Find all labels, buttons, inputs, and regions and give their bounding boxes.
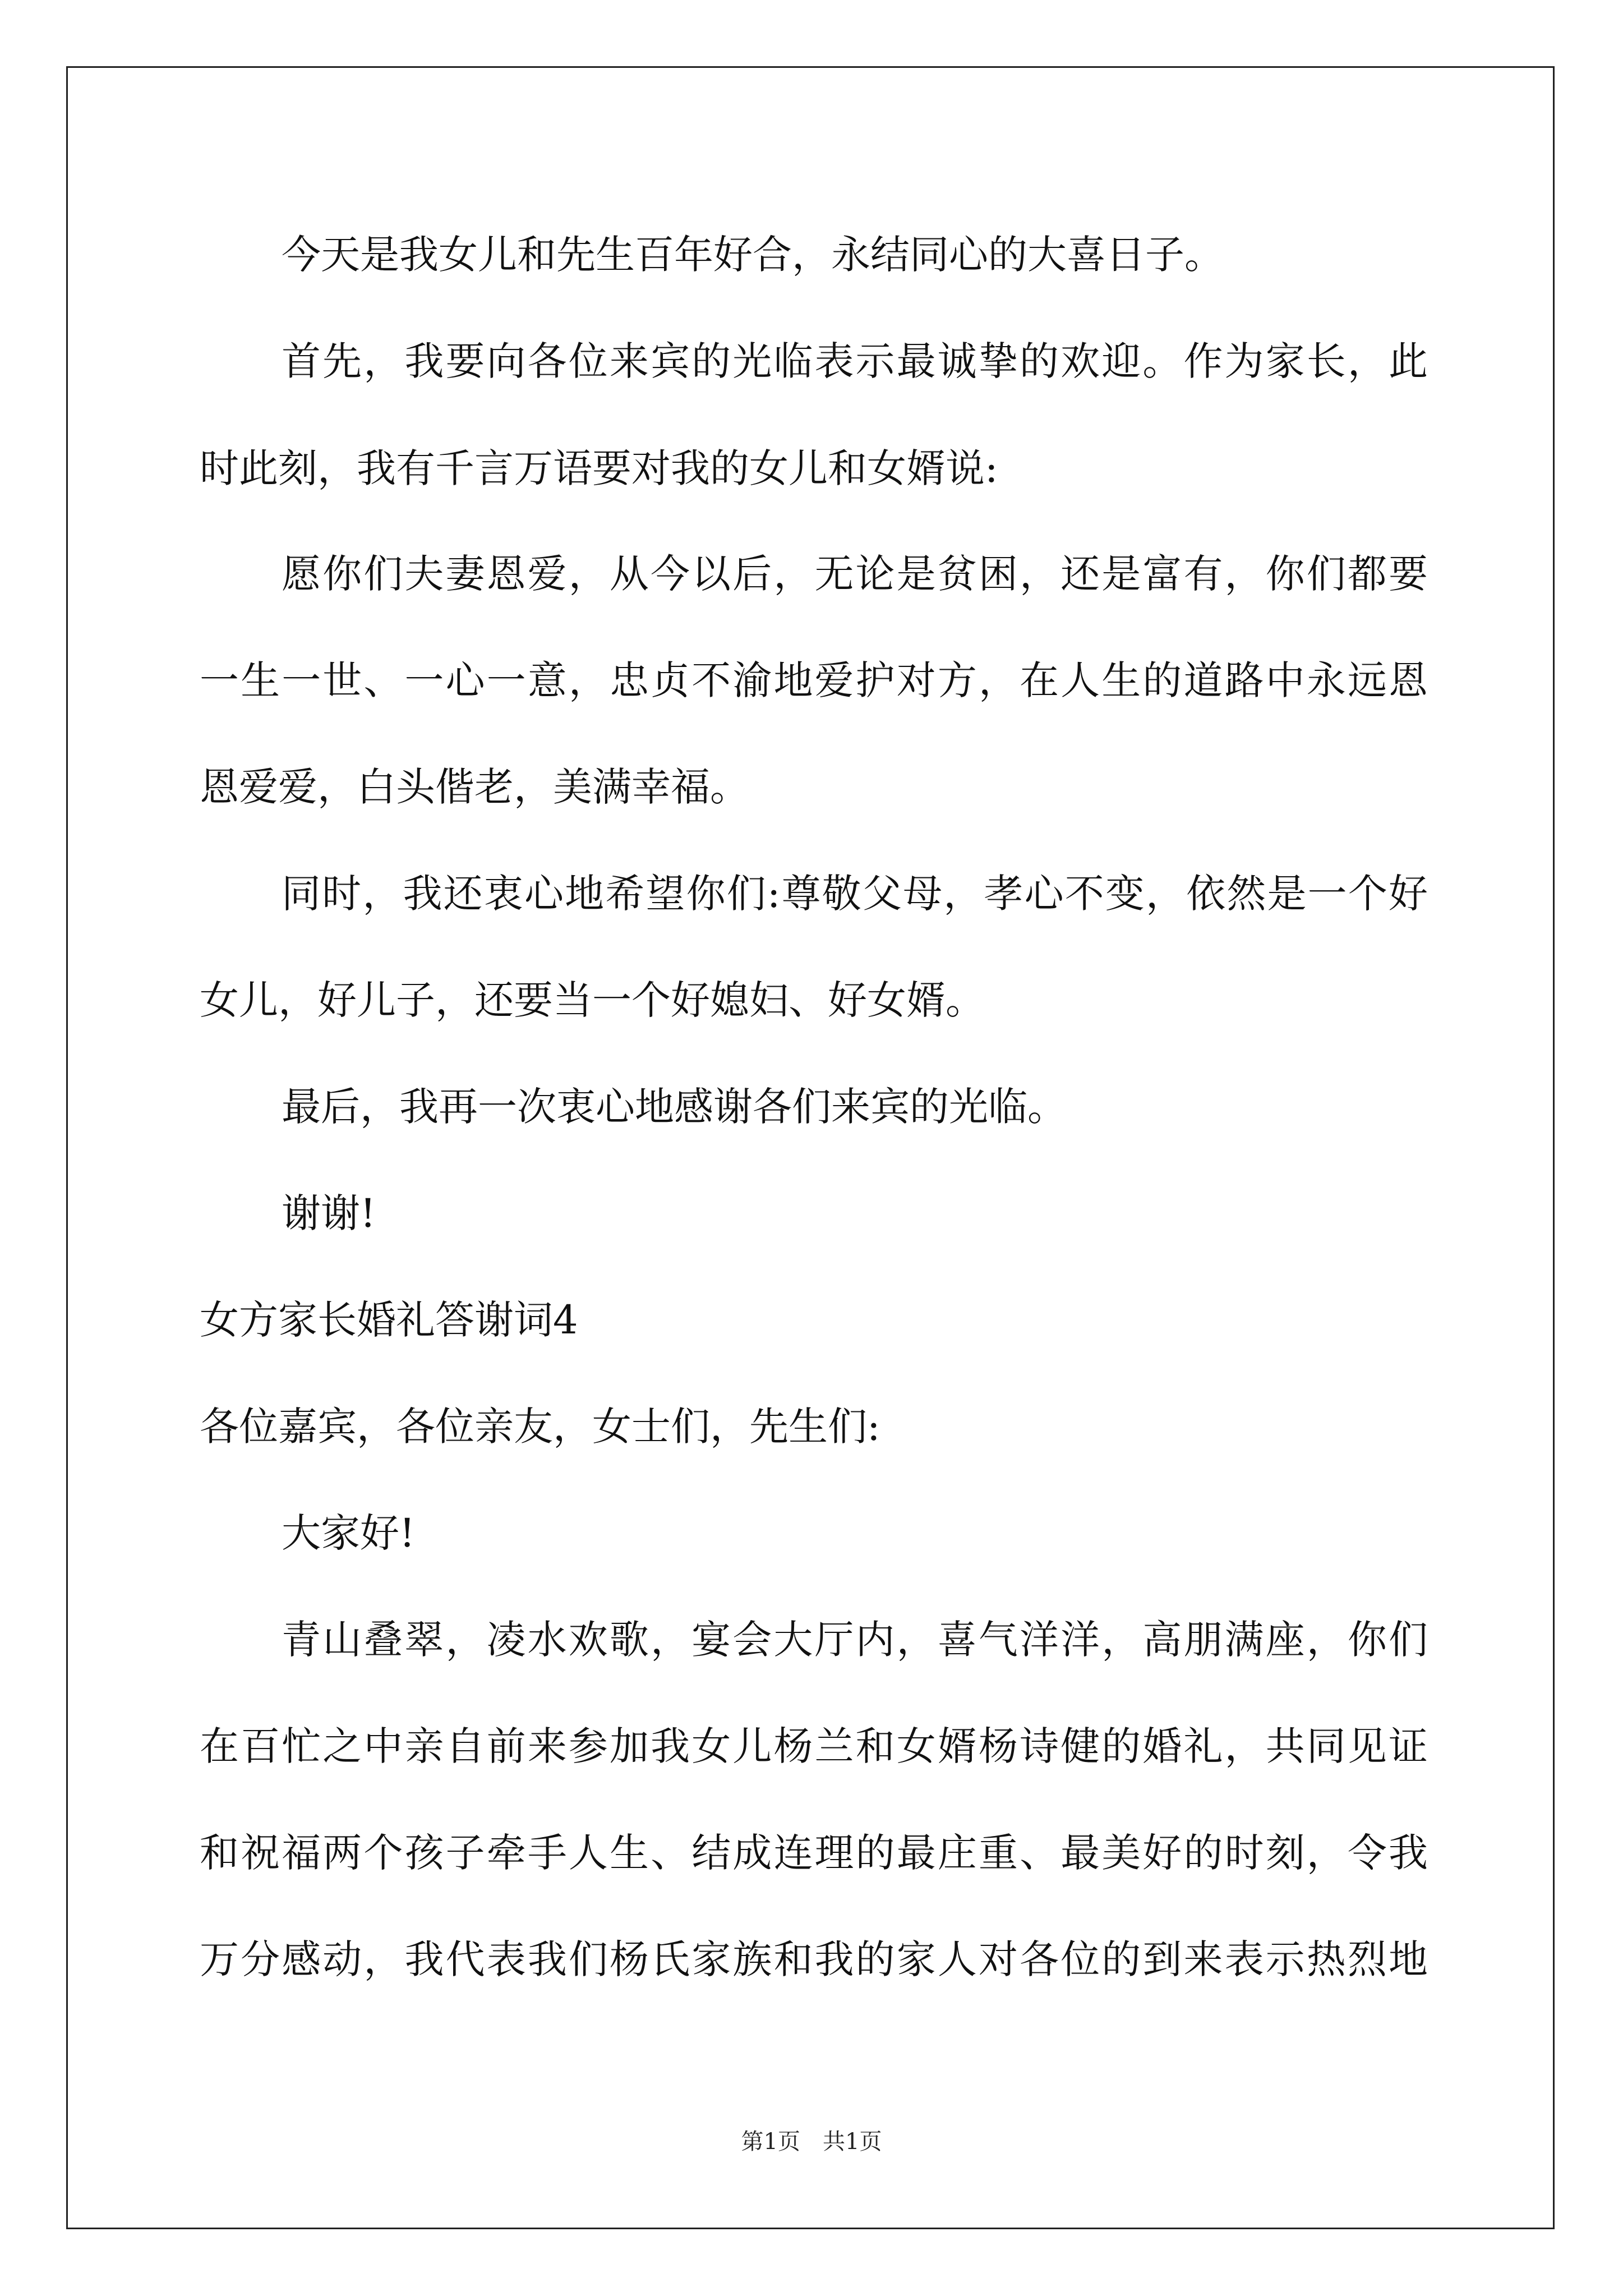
section-heading: 女方家长婚礼答谢词4 <box>200 1297 578 1343</box>
paragraph-line-3: 时此刻，我有千言万语要对我的女儿和女婿说: <box>200 445 998 491</box>
page-number-footer: 第1页 共1页 <box>741 2129 882 2155</box>
paragraph-line-5: 一生一世、一心一意，忠贞不渝地爱护对方，在人生的道路中永远恩 <box>200 657 1428 703</box>
paragraph-line-1: 今天是我女儿和先生百年好合，永结同心的大喜日子。 <box>282 232 1224 278</box>
salutation: 各位嘉宾，各位亲友，女士们，先生们: <box>200 1404 880 1450</box>
paragraph-line-2: 首先，我要向各位来宾的光临表示最诚挚的欢迎。作为家长，此 <box>282 338 1428 384</box>
paragraph-line-4: 愿你们夫妻恩爱，从今以后，无论是贫困，还是富有，你们都要 <box>282 551 1428 597</box>
paragraph-line-15: 在百忙之中亲自前来参加我女儿杨兰和女婿杨诗健的婚礼，共同见证 <box>200 1723 1428 1769</box>
greeting: 大家好! <box>282 1510 416 1556</box>
closing-thanks: 谢谢! <box>282 1190 376 1236</box>
paragraph-line-16: 和祝福两个孩子牵手人生、结成连理的最庄重、最美好的时刻，令我 <box>200 1830 1428 1876</box>
page-border <box>66 66 1555 2229</box>
paragraph-line-6: 恩爱爱，白头偕老，美满幸福。 <box>200 764 749 810</box>
paragraph-line-9: 最后，我再一次衷心地感谢各们来宾的光临。 <box>282 1084 1067 1130</box>
paragraph-line-17: 万分感动，我代表我们杨氏家族和我的家人对各位的到来表示热烈地 <box>200 1936 1428 1982</box>
paragraph-line-8: 女儿，好儿子，还要当一个好媳妇、好女婿。 <box>200 977 985 1023</box>
paragraph-line-14: 青山叠翠，凌水欢歌，宴会大厅内，喜气洋洋，高朋满座，你们 <box>282 1617 1428 1663</box>
paragraph-line-7: 同时，我还衷心地希望你们:尊敬父母，孝心不变，依然是一个好 <box>282 871 1428 917</box>
